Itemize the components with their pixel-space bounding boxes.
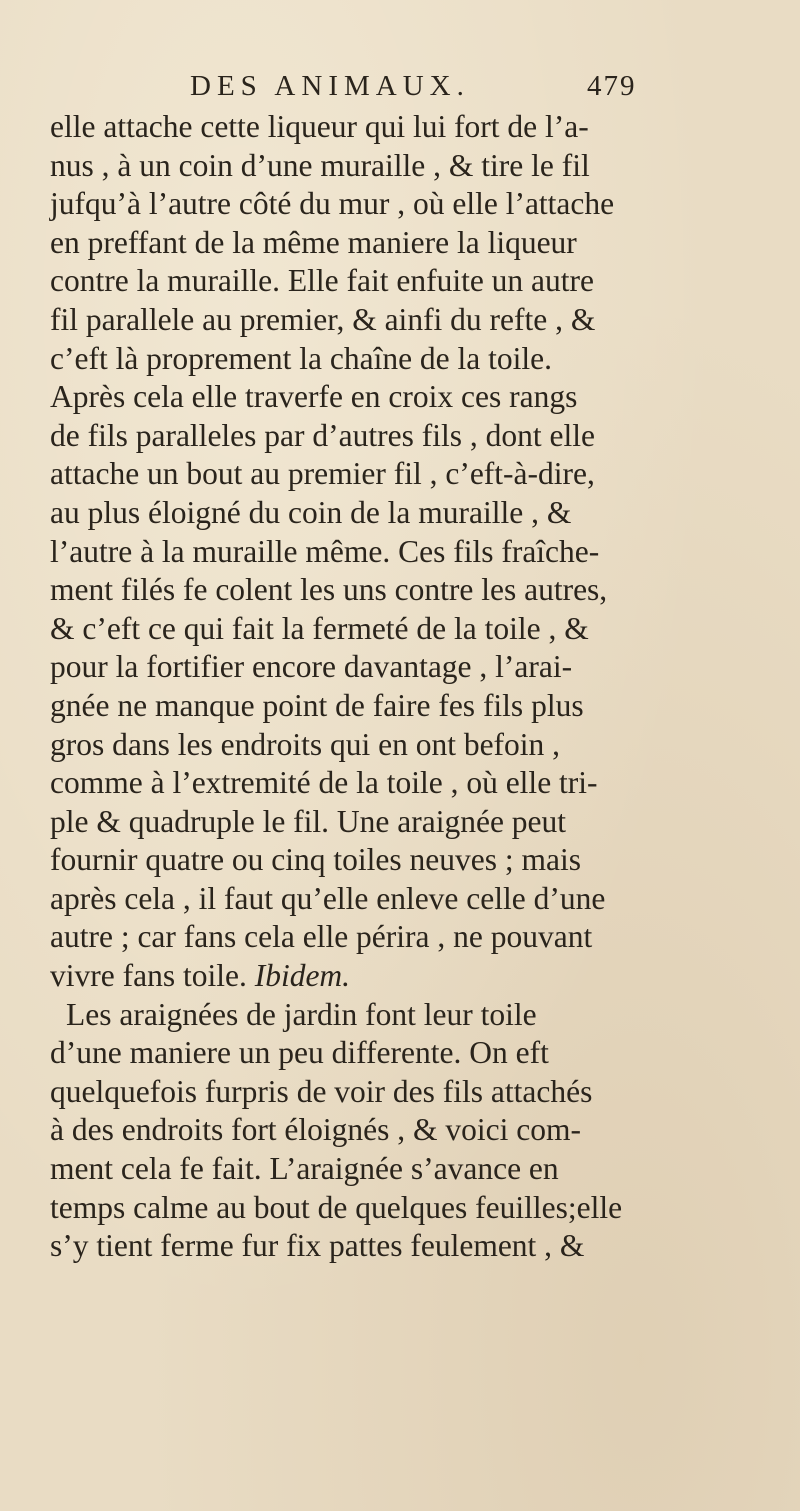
italic-reference: Ibidem.	[254, 958, 351, 994]
text-line: fournir quatre ou cinq toiles neuves ; mais	[50, 842, 581, 878]
text-line: l’autre à la muraille même. Ces fils fraîche-	[50, 533, 600, 569]
paragraph-first-line: Les araignées de jardin font leur toile	[66, 996, 537, 1032]
text-line: ment filés fe colent les uns contre les autres,	[50, 572, 608, 608]
text-line: s’y tient ferme fur fix pattes feulement , &	[50, 1228, 585, 1264]
text-line: après cela , il faut qu’elle enleve celle d’une	[50, 880, 606, 916]
text-line: gros dans les endroits qui en ont befoin ,	[50, 726, 561, 762]
text-line: au plus éloigné du coin de la muraille , &	[50, 494, 572, 530]
text-line: d’une maniere un peu differente. On eft	[50, 1035, 549, 1071]
text-line: ment cela fe fait. L’araignée s’avance en	[50, 1151, 559, 1187]
text-line: fil parallele au premier, & ainfi du refte , &	[50, 301, 596, 337]
text-line: quelquefois furpris de voir des fils attachés	[50, 1073, 593, 1109]
text-line: à des endroits fort éloignés , & voici com-	[50, 1112, 581, 1148]
text-line: attache un bout au premier fil , c’eft-à-dire,	[50, 456, 595, 492]
text-line: nus , à un coin d’une muraille , & tire le fil	[50, 147, 590, 183]
text-line: en preffant de la même maniere la liqueur	[50, 224, 577, 260]
text-line: autre ; car fans cela elle périra , ne pouvant	[50, 919, 593, 955]
text-line: pour la fortifier encore davantage , l’arai-	[50, 649, 573, 685]
page-number: 479	[587, 70, 637, 102]
text-line: comme à l’extremité de la toile , où elle tri-	[50, 765, 598, 801]
text-line: ple & quadruple le fil. Une araignée peut	[50, 803, 567, 839]
text-line: temps calme au bout de quelques feuilles;elle	[50, 1189, 623, 1225]
text-line: de fils paralleles par d’autres fils , dont elle	[50, 417, 595, 453]
text-line-start: vivre fans toile.	[50, 958, 247, 994]
text-line: Après cela elle traverfe en croix ces rangs	[50, 379, 578, 415]
text-line: & c’eft ce qui fait la fermeté de la toile , &	[50, 610, 589, 646]
body-text	[50, 108, 750, 1266]
running-head	[190, 70, 670, 110]
text-line-with-reference	[50, 957, 750, 996]
text-line: c’eft là proprement la chaîne de la toile.	[50, 340, 553, 376]
text-line: contre la muraille. Elle fait enfuite un autre	[50, 263, 595, 299]
text-line: gnée ne manque point de faire fes fils plus	[50, 687, 584, 723]
running-title: DES ANIMAUX.	[190, 70, 470, 102]
text-line: elle attache cette liqueur qui lui fort de l’a-	[50, 109, 589, 144]
text-line: jufqu’à l’autre côté du mur , où elle l’attache	[50, 186, 615, 222]
